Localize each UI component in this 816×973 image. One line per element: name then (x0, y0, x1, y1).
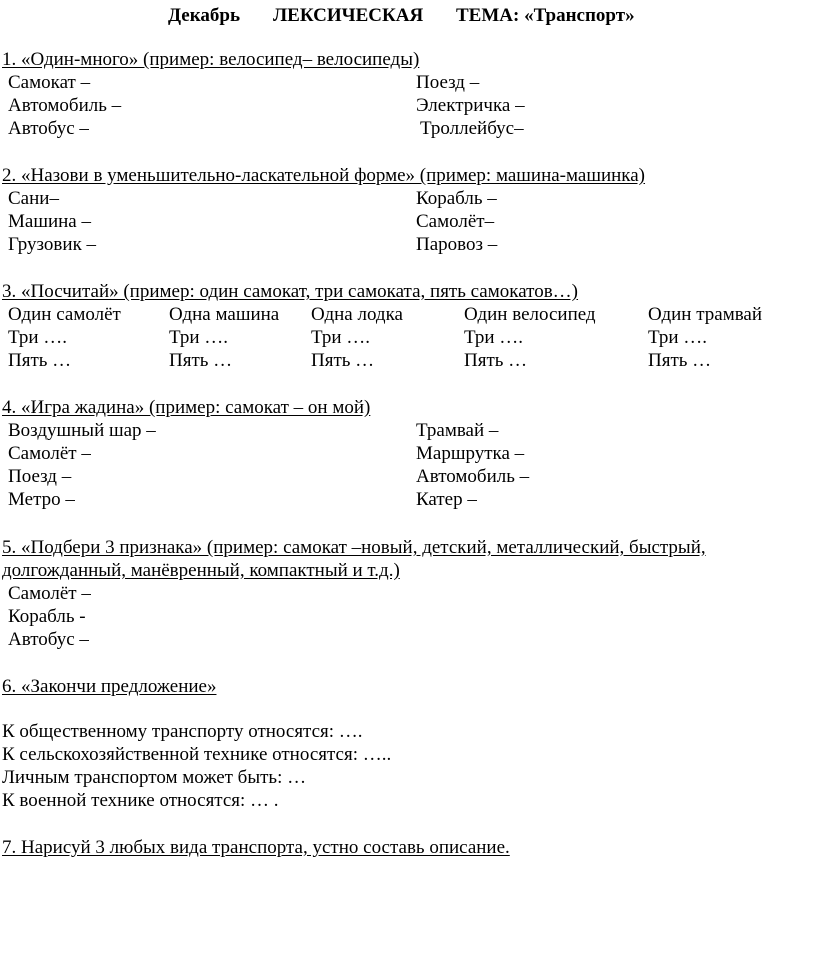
section-6-heading: 6. «Закончи предложение» (2, 676, 217, 697)
section-2-heading: 2. «Назови в уменьшительно-ласкательной форме» (пример: машина-машинка) (2, 165, 646, 186)
s6-line: К общественному транспорту относятся: …. (2, 721, 363, 742)
section-1-heading: 1. «Один-много» (пример: велосипед– велосипеды) (2, 49, 420, 70)
s3-cell: Один велосипед (464, 304, 596, 325)
s3-cell: Три …. (464, 327, 524, 348)
s3-cell: Пять … (648, 350, 712, 371)
s2-left-item: Сани– (8, 188, 59, 209)
s4-left-item: Воздушный шар – (8, 420, 156, 441)
s3-cell: Три …. (8, 327, 68, 348)
s6-line: К военной технике относятся: … . (2, 790, 279, 811)
s1-left-item: Автомобиль – (8, 95, 122, 116)
section-4-heading: 4. «Игра жадина» (пример: самокат – он мой) (2, 397, 371, 418)
s3-cell: Пять … (169, 350, 233, 371)
s4-left-item: Метро – (8, 489, 75, 510)
s3-cell: Пять … (8, 350, 72, 371)
s3-cell: Одна лодка (311, 304, 403, 325)
s5-item: Самолёт – (8, 583, 91, 604)
s1-left-item: Самокат – (8, 72, 91, 93)
s2-left-item: Грузовик – (8, 234, 97, 255)
section-3-heading: 3. «Посчитай» (пример: один самокат, три самоката, пять самокатов…) (2, 281, 579, 302)
s4-right-item: Катер – (416, 489, 477, 510)
header-lexical: ЛЕКСИЧЕСКАЯ (273, 5, 424, 26)
section-5-heading-cont: долгожданный, манёвренный, компактный и т.д.) (2, 560, 400, 581)
section-5-heading: 5. «Подбери 3 признака» (пример: самокат –новый, детский, металлический, быстрый, (2, 537, 706, 558)
s3-cell: Три …. (648, 327, 708, 348)
s4-left-item: Поезд – (8, 466, 72, 487)
s2-right-item: Корабль – (416, 188, 497, 209)
s4-right-item: Автомобиль – (416, 466, 530, 487)
header-theme: ТЕМА: «Транспорт» (456, 5, 635, 26)
s3-cell: Три …. (311, 327, 371, 348)
s4-right-item: Маршрутка – (416, 443, 525, 464)
section-7-heading: 7. Нарисуй 3 любых вида транспорта, устно составь описание. (2, 837, 510, 858)
s3-cell: Одна машина (169, 304, 280, 325)
s6-line: К сельскохозяйственной технике относятся: ….. (2, 744, 392, 765)
s3-cell: Пять … (464, 350, 528, 371)
s3-cell: Три …. (169, 327, 229, 348)
s3-cell: Один трамвай (648, 304, 763, 325)
s2-left-item: Машина – (8, 211, 91, 232)
s1-left-item: Автобус – (8, 118, 89, 139)
s1-right-item: Троллейбус– (420, 118, 524, 139)
s5-item: Автобус – (8, 629, 89, 650)
s6-line: Личным транспортом может быть: … (2, 767, 307, 788)
s1-right-item: Электричка – (416, 95, 525, 116)
s3-cell: Пять … (311, 350, 375, 371)
header-month: Декабрь (168, 5, 241, 26)
s3-cell: Один самолёт (8, 304, 121, 325)
s4-left-item: Самолёт – (8, 443, 91, 464)
s2-right-item: Самолёт– (416, 211, 495, 232)
s1-right-item: Поезд – (416, 72, 480, 93)
s2-right-item: Паровоз – (416, 234, 498, 255)
s4-right-item: Трамвай – (416, 420, 499, 441)
s5-item: Корабль - (8, 606, 86, 627)
